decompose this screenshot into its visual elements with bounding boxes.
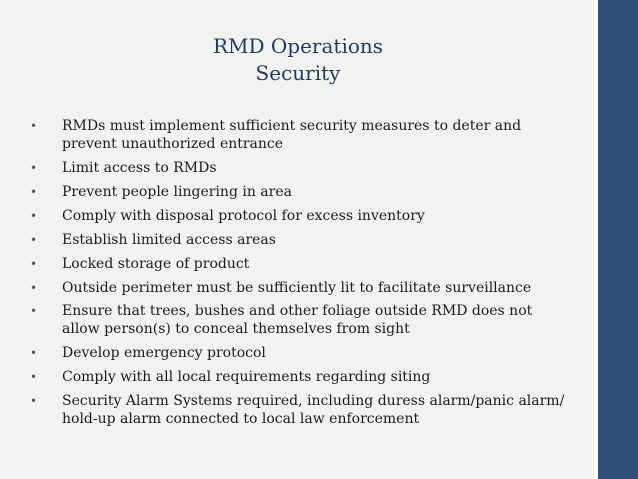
bullet-icon: • [30, 280, 38, 295]
bullet-icon: • [30, 208, 38, 223]
list-item [30, 393, 570, 428]
list-item [30, 303, 570, 338]
bullet-text: Develop emergency protocol [62, 345, 266, 362]
list-item [30, 184, 570, 202]
bullet-text: Ensure that trees, bushes and other foliage outside RMD does not allow person(s) to conceal themselves from sight [62, 303, 533, 338]
title-line-1: RMD Operations [212, 34, 384, 58]
list-item [30, 345, 570, 363]
bullet-icon: • [30, 304, 38, 319]
title-line-2: Security [255, 61, 341, 85]
bullet-icon: • [30, 346, 38, 361]
page-title [148, 33, 448, 87]
list-item [30, 280, 570, 298]
list-item [30, 256, 570, 274]
bullet-text: Comply with disposal protocol for excess inventory [62, 207, 425, 224]
list-item [30, 232, 570, 250]
bullet-icon: • [30, 370, 38, 385]
bullet-icon: • [30, 184, 38, 199]
list-item [30, 208, 570, 226]
bullet-icon: • [30, 119, 38, 133]
bullet-text: Security Alarm Systems required, including duress alarm/panic alarm/ hold-up alarm connected to local law enforcement [62, 393, 565, 427]
bullet-text: Prevent people lingering in area [62, 183, 292, 200]
bullet-text: Limit access to RMDs [62, 159, 217, 176]
bullet-list [30, 118, 570, 435]
list-item [30, 160, 570, 178]
bullet-icon: • [30, 232, 38, 247]
bullet-text: Establish limited access areas [62, 231, 276, 248]
bullet-text: Locked storage of product [62, 255, 250, 272]
bullet-text: Outside perimeter must be sufficiently lit to facilitate surveillance [62, 279, 532, 296]
bullet-icon: • [30, 394, 38, 409]
bullet-icon: • [30, 160, 38, 175]
accent-band [598, 0, 638, 479]
list-item [30, 369, 570, 387]
bullet-icon: • [30, 256, 38, 271]
bullet-text: RMDs must implement sufficient security measures to deter and prevent unauthorized entrance [62, 118, 522, 152]
bullet-text: Comply with all local requirements regarding siting [62, 369, 431, 386]
list-item [30, 118, 570, 153]
